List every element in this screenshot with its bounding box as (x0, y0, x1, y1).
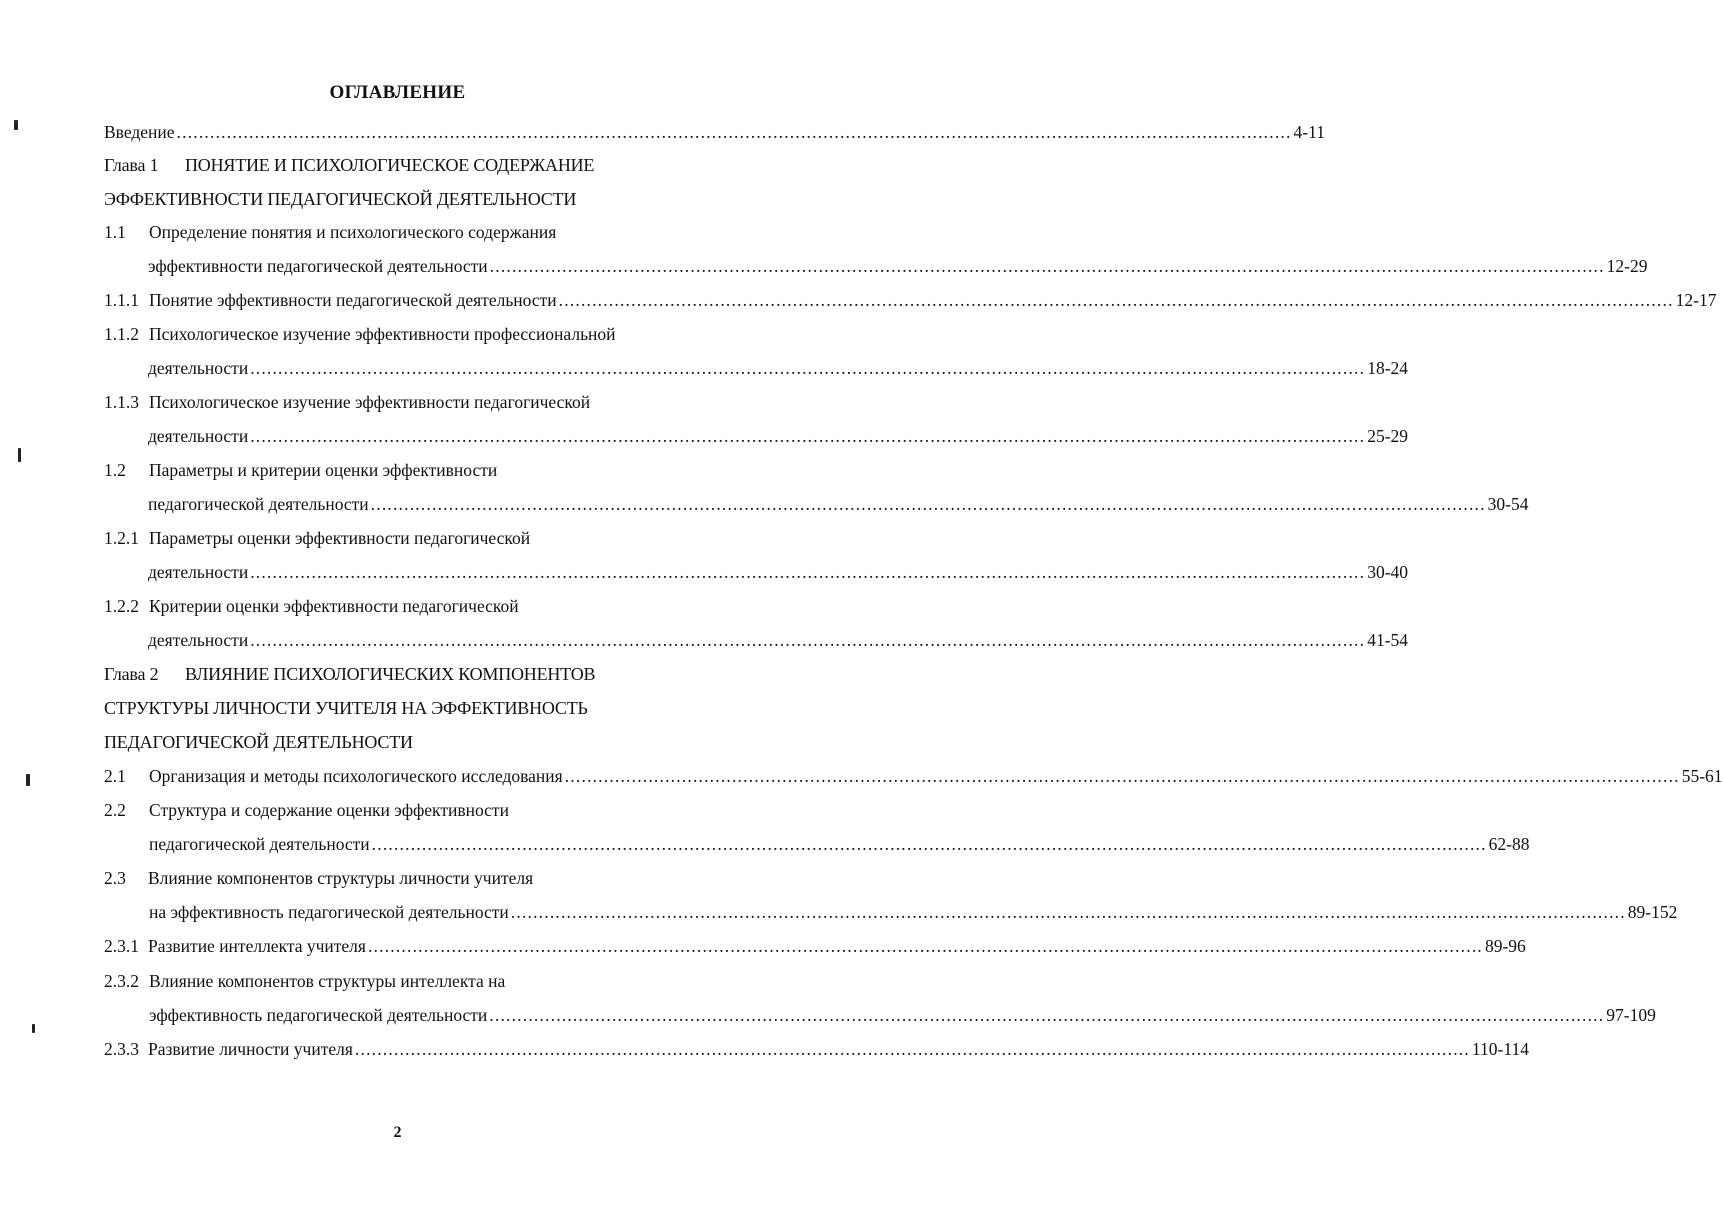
toc-entry-number: 1.2 (104, 460, 126, 480)
toc-entry-number: Глава 1 (104, 155, 159, 175)
toc-entry (0, 253, 1648, 279)
dot-leader: ........................................................................................................................................................................................................ (558, 290, 1674, 310)
toc-entry-text: деятельности (148, 358, 249, 378)
toc-entry (0, 1002, 1656, 1028)
toc-entry-pages: 41-54 (1367, 630, 1409, 650)
toc-entry (0, 321, 795, 347)
toc-entry-text: ПЕДАГОГИЧЕСКОЙ ДЕЯТЕЛЬНОСТИ (104, 732, 413, 752)
toc-entry-number: 1.1 (104, 222, 126, 242)
toc-entry-text: ЭФФЕКТИВНОСТИ ПЕДАГОГИЧЕСКОЙ ДЕЯТЕЛЬНОСТИ (104, 189, 577, 209)
toc-entry-text: деятельности (148, 426, 249, 446)
dot-leader: ........................................................................................................................................................................................................ (367, 936, 1483, 956)
toc-entry (0, 933, 1526, 959)
toc-entry (0, 219, 795, 245)
toc-entry (0, 627, 1409, 653)
toc-entry-pages: 12-17 (1675, 290, 1717, 310)
toc-entry-text: ВЛИЯНИЕ ПСИХОЛОГИЧЕСКИХ КОМПОНЕНТОВ (185, 664, 596, 684)
page-number: 2 (393, 1124, 402, 1141)
toc-entry-text: Влияние компонентов структуры личности учителя (148, 868, 534, 888)
toc-entry (0, 457, 795, 483)
toc-entry (0, 152, 795, 178)
toc-entry (0, 389, 795, 415)
toc-entry-number: 2.3.2 (104, 971, 139, 991)
toc-entry-text: деятельности (148, 630, 249, 650)
toc-entry-pages: 97-109 (1606, 1005, 1656, 1025)
toc-entry-text: на эффективность педагогической деятельности (149, 902, 509, 922)
toc-entry (0, 423, 1409, 449)
toc-entry-number: Глава 2 (104, 664, 159, 684)
toc-entry-number: 2.3.3 (104, 1039, 139, 1059)
toc-entry-pages: 25-29 (1367, 426, 1409, 446)
dot-leader: ........................................................................................................................................................................................................ (250, 630, 1366, 650)
toc-entry (0, 865, 795, 891)
toc-entry-text: эффективность педагогической деятельности (149, 1005, 488, 1025)
toc-entry-number: 1.1.1 (104, 290, 139, 310)
toc-entry-number: 1.2.2 (104, 596, 139, 616)
toc-entry (0, 695, 795, 721)
toc-entry (0, 491, 1529, 517)
toc-entry-text: Структура и содержание оценки эффективности (149, 800, 509, 820)
toc-entry (0, 899, 1678, 925)
toc-entry-text: Психологическое изучение эффективности профессиональной (149, 324, 616, 344)
dot-leader: ........................................................................................................................................................................................................ (250, 358, 1366, 378)
toc-entry-pages: 4-11 (1293, 122, 1325, 142)
dot-leader: ........................................................................................................................................................................................................ (250, 562, 1366, 582)
dot-leader: ........................................................................................................................................................................................................ (354, 1039, 1470, 1059)
toc-entry-text: СТРУКТУРЫ ЛИЧНОСТИ УЧИТЕЛЯ НА ЭФФЕКТИВНОСТЬ (104, 698, 588, 718)
scan-speck (26, 774, 30, 786)
toc-entry-pages: 110-114 (1471, 1039, 1529, 1059)
toc-entry-number: 1.2.1 (104, 528, 139, 548)
toc-title: ОГЛАВЛЕНИЕ (329, 82, 466, 103)
toc-entry-text: Понятие эффективности педагогической деятельности (149, 290, 557, 310)
toc-entry (0, 119, 1325, 145)
toc-entry-number: 1.1.2 (104, 324, 139, 344)
toc-entry-number: 2.1 (104, 766, 126, 786)
dot-leader: ........................................................................................................................................................................................................ (176, 122, 1292, 142)
toc-entry-number: 2.2 (104, 800, 126, 820)
toc-entry (0, 797, 795, 823)
toc-entry (0, 593, 795, 619)
toc-entry (0, 1036, 1529, 1062)
toc-entry-pages: 30-40 (1367, 562, 1409, 582)
toc-entry-text: Развитие интеллекта учителя (148, 936, 366, 956)
toc-entry-text: ПОНЯТИЕ И ПСИХОЛОГИЧЕСКОЕ СОДЕРЖАНИЕ (185, 155, 595, 175)
dot-leader: ........................................................................................................................................................................................................ (564, 766, 1680, 786)
toc-entry-text: Критерии оценки эффективности педагогической (149, 596, 519, 616)
toc-entry (0, 763, 1723, 789)
toc-entry-number: 1.1.3 (104, 392, 139, 412)
toc-entry-pages: 30-54 (1487, 494, 1529, 514)
toc-entry (0, 559, 1409, 585)
toc-entry-number: 2.3.1 (104, 936, 139, 956)
scan-speck (18, 448, 21, 462)
toc-entry (0, 968, 795, 994)
toc-entry-text: педагогической деятельности (149, 834, 370, 854)
toc-entry-text: педагогической деятельности (148, 494, 369, 514)
toc-entry-text: Развитие личности учителя (148, 1039, 353, 1059)
toc-entry-text: Организация и методы психологического исследования (149, 766, 563, 786)
toc-entry-pages: 12-29 (1606, 256, 1648, 276)
toc-entry-text: Параметры и критерии оценки эффективности (149, 460, 498, 480)
toc-entry-pages: 89-96 (1484, 936, 1526, 956)
toc-entry-text: Определение понятия и психологического содержания (149, 222, 557, 242)
toc-entry (0, 831, 1530, 857)
toc-entry-text: эффективности педагогической деятельности (148, 256, 488, 276)
toc-entry-text: Влияние компонентов структуры интеллекта на (149, 971, 506, 991)
toc-entry-pages: 62-88 (1488, 834, 1530, 854)
toc-entry (0, 661, 795, 687)
dot-leader: ........................................................................................................................................................................................................ (370, 494, 1486, 514)
toc-entry-pages: 55-61 (1681, 766, 1723, 786)
toc-entry-pages: 89-152 (1627, 902, 1678, 922)
dot-leader: ........................................................................................................................................................................................................ (371, 834, 1487, 854)
dot-leader: ........................................................................................................................................................................................................ (489, 1005, 1605, 1025)
dot-leader: ........................................................................................................................................................................................................ (510, 902, 1626, 922)
toc-entry (0, 525, 795, 551)
toc-entry-text: деятельности (148, 562, 249, 582)
toc-entry-pages: 18-24 (1367, 358, 1409, 378)
toc-entry (0, 287, 1717, 313)
toc-entry-text: Введение (104, 122, 175, 142)
scan-speck (14, 120, 18, 130)
toc-entry (0, 186, 795, 212)
toc-entry-number: 2.3 (104, 868, 126, 888)
toc-entry (0, 729, 795, 755)
scan-speck (32, 1024, 35, 1033)
toc-entry-text: Психологическое изучение эффективности педагогической (149, 392, 591, 412)
dot-leader: ........................................................................................................................................................................................................ (489, 256, 1605, 276)
dot-leader: ........................................................................................................................................................................................................ (250, 426, 1366, 446)
toc-entry-text: Параметры оценки эффективности педагогической (149, 528, 531, 548)
toc-entry (0, 355, 1409, 381)
